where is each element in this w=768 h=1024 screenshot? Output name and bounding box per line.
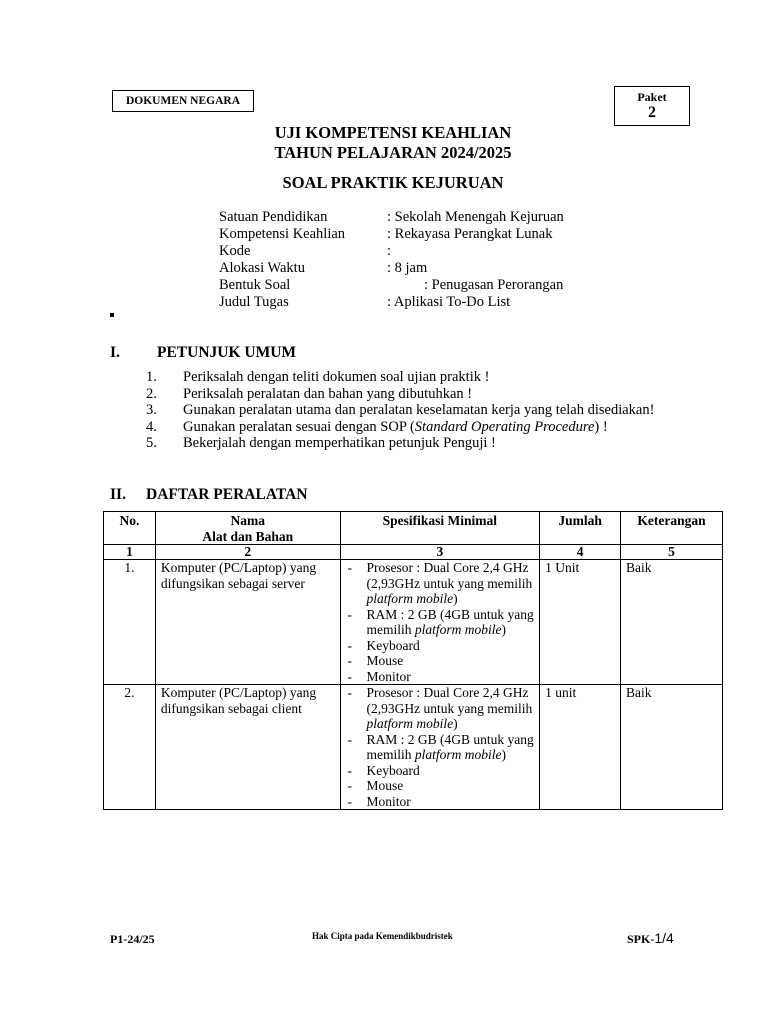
instructions-list	[146, 369, 676, 452]
info-label: Kode	[219, 243, 251, 259]
row-no: 2.	[104, 685, 156, 810]
equipment-table	[103, 511, 723, 810]
spec-item: - RAM : 2 GB (4GB untuk yang memilih platform mobile)	[346, 607, 535, 638]
list-number: 4.	[146, 418, 157, 435]
row-keterangan: Baik	[621, 685, 723, 810]
spec-item: - Prosesor : Dual Core 2,4 GHz (2,93GHz untuk yang memilih platform mobile)	[346, 685, 535, 732]
list-text: Bekerjalah dengan memperhatikan petunjuk Penguji !	[183, 435, 496, 451]
header-keterangan: Keterangan	[621, 512, 723, 545]
section1-title: PETUNJUK UMUM	[157, 344, 297, 361]
column-number: 4	[540, 545, 621, 560]
info-label: Kompetensi Keahlian	[219, 226, 346, 242]
header-no: No.	[104, 512, 156, 545]
row-nama: Komputer (PC/Laptop) yang difungsikan sebagai client	[155, 685, 340, 810]
column-number: 5	[621, 545, 723, 560]
info-label: Judul Tugas	[219, 294, 289, 310]
info-value: : 8 jam	[387, 260, 428, 276]
section1-number: I.	[110, 344, 120, 361]
row-spec	[340, 685, 540, 810]
table-row	[104, 560, 723, 685]
row-nama: Komputer (PC/Laptop) yang difungsikan sebagai server	[155, 560, 340, 685]
exam-title: UJI KOMPETENSI KEAHLIAN	[274, 123, 512, 142]
bullet-mark	[110, 313, 114, 317]
spec-item: - Monitor	[346, 669, 535, 685]
row-jumlah: 1 Unit	[540, 560, 621, 685]
footer-page	[627, 930, 674, 948]
header-spesifikasi: Spesifikasi Minimal	[340, 512, 540, 545]
list-item	[146, 435, 676, 452]
dokumen-negara-label: DOKUMEN NEGARA	[112, 90, 254, 112]
list-number: 3.	[146, 402, 157, 418]
spec-item: - Keyboard	[346, 638, 535, 654]
row-spec	[340, 560, 540, 685]
paket-number: 2	[648, 104, 656, 121]
info-label: Satuan Pendidikan	[219, 209, 328, 225]
spec-item: - RAM : 2 GB (4GB untuk yang memilih platform mobile)	[346, 732, 535, 763]
footer-page-number: 1/4	[654, 930, 674, 946]
column-number: 1	[104, 545, 156, 560]
info-value: : Sekolah Menengah Kejuruan	[387, 209, 564, 225]
row-jumlah: 1 unit	[540, 685, 621, 810]
column-number-row	[104, 545, 723, 560]
paket-box	[614, 86, 690, 126]
school-year-title: TAHUN PELAJARAN 2024/2025	[274, 143, 512, 162]
list-number: 5.	[146, 435, 157, 451]
row-no: 1.	[104, 560, 156, 685]
list-text: Periksalah peralatan dan bahan yang dibutuhkan !	[183, 385, 473, 402]
column-number: 2	[155, 545, 340, 560]
list-item	[146, 386, 676, 403]
spec-item: - Prosesor : Dual Core 2,4 GHz (2,93GHz untuk yang memilih platform mobile)	[346, 560, 535, 607]
list-item	[146, 419, 676, 436]
info-value: :	[387, 243, 392, 259]
practice-title: SOAL PRAKTIK KEJURUAN	[282, 173, 504, 192]
info-value: : Aplikasi To-Do List	[387, 294, 511, 310]
header-jumlah: Jumlah	[540, 512, 621, 545]
list-text: Gunakan peralatan sesuai dengan SOP (Standard Operating Procedure) !	[183, 418, 608, 435]
spec-item: - Mouse	[346, 778, 535, 794]
list-text: Periksalah dengan teliti dokumen soal ujian praktik !	[183, 369, 490, 385]
header-nama: Nama Alat dan Bahan	[155, 512, 340, 545]
section2-number: II.	[110, 486, 126, 503]
table-row	[104, 685, 723, 810]
list-text: Gunakan peralatan utama dan peralatan keselamatan kerja yang telah disediakan!	[183, 402, 655, 418]
row-keterangan: Baik	[621, 560, 723, 685]
footer-copyright: Hak Cipta pada Kemendikbudristek	[312, 931, 453, 941]
info-label: Bentuk Soal	[219, 277, 291, 293]
column-number: 3	[340, 545, 540, 560]
list-item	[146, 369, 676, 386]
list-number: 2.	[146, 385, 157, 402]
table-header-row	[104, 512, 723, 545]
section2-title: DAFTAR PERALATAN	[146, 486, 308, 503]
spec-item: - Mouse	[346, 653, 535, 669]
list-number: 1.	[146, 369, 157, 385]
list-item	[146, 402, 676, 419]
info-value: : Rekayasa Perangkat Lunak	[387, 226, 553, 242]
info-label: Alokasi Waktu	[219, 260, 305, 276]
paket-label: Paket	[637, 90, 667, 104]
spec-item: - Monitor	[346, 794, 535, 810]
info-value: : Penugasan Perorangan	[424, 277, 564, 293]
footer-page-prefix: SPK-	[627, 932, 655, 946]
footer-code: P1-24/25	[110, 932, 155, 946]
spec-item: - Keyboard	[346, 763, 535, 779]
